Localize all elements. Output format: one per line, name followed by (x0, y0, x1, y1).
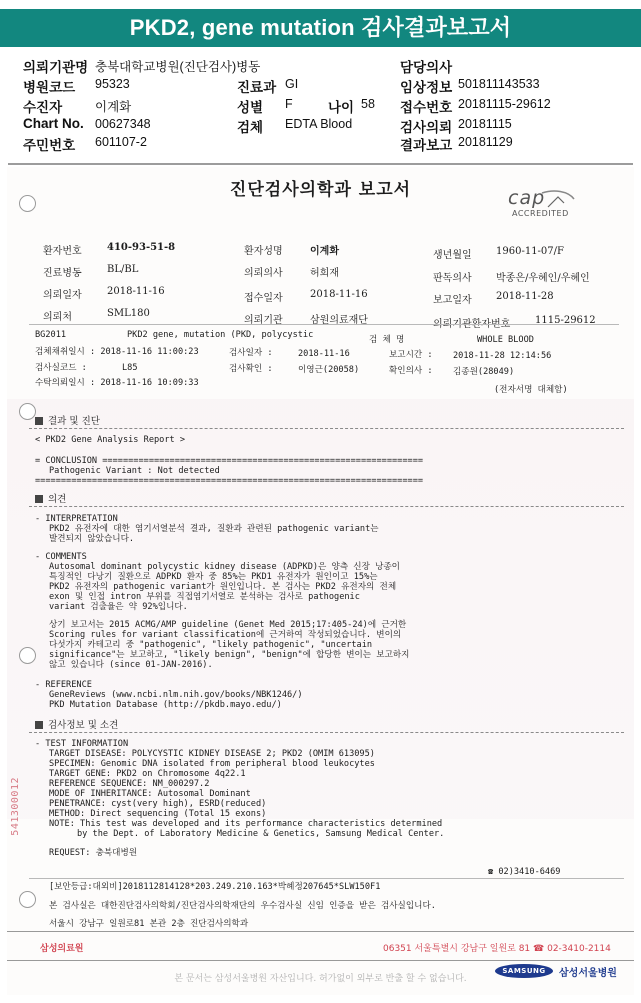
comment-line: variant 검출율은 약 92%입니다. (49, 602, 188, 612)
comments-header: - COMMENTS (35, 552, 87, 562)
comment-line: Scoring rules for variant classification에 근거하여 작성되었습니다. 변이의 (49, 630, 402, 640)
label-age: 나이 (328, 100, 355, 115)
label-confirming-doctor: 확인의사 : (389, 366, 433, 376)
conclusion-end: =========================================================================== (35, 476, 424, 486)
value-receipt-number: 20181115-29612 (458, 97, 551, 111)
test-info-line: PENETRANCE: cyst(very high), ESRD(reduced) (49, 799, 267, 809)
specimen-label: 검 체 명 (369, 335, 405, 345)
comment-line: PKD2 유전자의 pathogenic variant가 원인입니다. 본 검사는 PKD2 유전자의 전체 (49, 582, 397, 592)
comment-line: Autosomal dominant polycystic kidney disease (ADPKD)은 양측 신장 낭종이 (49, 562, 400, 572)
section-test-info: 검사정보 및 소견 (35, 717, 118, 731)
punch-hole (19, 195, 36, 212)
value-birthdate: 1960-11-07/F (496, 246, 564, 257)
value-report-day: 2018-11-28 (496, 291, 554, 302)
comment-line: significance"는 보고하고, "likely benign", "benign"에 합당한 변이는 보고하지 (49, 650, 410, 660)
value-ward: BL/BL (107, 264, 139, 275)
value-reading-doctor: 박종은/우혜인/우혜인 (496, 273, 590, 284)
reference-line: GeneReviews (www.ncbi.nlm.nih.gov/books/NBK1246/) (49, 690, 303, 700)
value-lab-code: L85 (122, 363, 138, 373)
reference-header: - REFERENCE (35, 680, 92, 690)
label-hospital-code: 병원코드 (23, 80, 76, 95)
report-title: PKD2, gene mutation 검사결과보고서 (0, 9, 641, 47)
value-sex: F (285, 97, 293, 111)
value-confirming-doctor: 김종원(28049) (453, 367, 515, 377)
value-referring-institution: 삼원의료재단 (310, 315, 368, 326)
label-request-day: 의뢰일자 (43, 290, 82, 301)
label-resident-number: 주민번호 (23, 138, 76, 153)
lab-phone: ☎ 02)3410-6469 (488, 867, 561, 877)
punch-hole (19, 647, 36, 664)
section-opinion: 의견 (35, 491, 66, 505)
header-info (0, 50, 641, 162)
comment-line: exon 및 인접 intron 부위를 직접염기서열로 분석하는 검사로 pathogenic (49, 592, 360, 602)
test-name: PKD2 gene, mutation (PKD, polycystic (127, 330, 314, 340)
report-name: < PKD2 Gene Analysis Report > (35, 435, 186, 445)
test-info-line: MODE OF INHERITANCE: Autosomal Dominant (49, 789, 251, 799)
label-specimen: 검체 (237, 120, 264, 135)
divider (29, 324, 619, 325)
request-line: REQUEST: 충북대병원 (49, 848, 138, 858)
value-hospital-code: 95323 (95, 77, 130, 91)
divider (29, 506, 624, 507)
bullet-square (35, 417, 43, 425)
value-age: 58 (361, 97, 375, 111)
comment-line: 않고 있습니다 (since 01-JAN-2016). (49, 660, 213, 670)
label-requesting-institution: 의뢰기관명 (23, 60, 89, 75)
value-referrer: SML180 (107, 308, 150, 319)
bullet-square (35, 495, 43, 503)
label-chart-no: Chart No. (23, 116, 84, 131)
section-result: 결과 및 진단 (35, 413, 100, 427)
value-test-confirm: 이영근(20058) (298, 365, 360, 375)
divider (29, 732, 624, 733)
value-receipt-day: 2018-11-16 (310, 289, 368, 300)
collection-datetime: 검체채취일시 : 2018-11-16 11:00:23 (35, 347, 199, 357)
label-referring-doctor: 의뢰의사 (244, 268, 283, 279)
scan-title: 진단검사의학과 보고서 (229, 180, 412, 200)
barcode-number: 541300012 (10, 777, 21, 836)
label-patient-number: 환자번호 (43, 246, 82, 257)
test-info-line: by the Dept. of Laboratory Medicine & Genetics, Samsung Medical Center. (77, 829, 445, 839)
certification-statement: 본 검사실은 대한진단검사의학회/진단검사의학재단의 우수검사실 신임 인증을 받은 검사실입니다. (49, 901, 436, 911)
interpretation-line: 발견되지 않았습니다. (49, 534, 135, 544)
consignment-datetime: 수탁의뢰일시 : 2018-11-16 10:09:33 (35, 378, 199, 388)
label-birthdate: 생년월일 (433, 250, 472, 261)
bullet-square (35, 721, 43, 729)
label-lab-code: 검사실코드 : (35, 363, 87, 373)
test-info-header: - TEST INFORMATION (35, 739, 129, 749)
value-patient-name: 이계화 (310, 246, 339, 257)
label-report-day: 보고일자 (433, 295, 472, 306)
value-resident-number: 601107-2 (95, 135, 147, 149)
samsung-hospital-name: 삼성서울병원 (559, 968, 617, 979)
test-info-line: NOTE: This test was developed and its performance characteristics determined (49, 819, 443, 829)
comment-line: 특징적인 다낭기 질환으로 ADPKD 환자 중 85%는 PKD1 유전자가 원인이고 15%는 (49, 572, 378, 582)
label-referrer: 의뢰처 (43, 312, 72, 323)
label-institution-patient-number: 의뢰기관환자번호 (433, 319, 511, 330)
test-info-line: TARGET GENE: PKD2 on Chromosome 4q22.1 (49, 769, 246, 779)
footer-warning: 본 문서는 삼성서울병원 자산입니다. 허가없이 외부로 반출 할 수 없습니다. (174, 974, 467, 984)
value-report-date: 20181129 (458, 135, 513, 149)
lab-address: 서울시 강남구 일원로81 본관 2층 진단검사의학과 (49, 919, 249, 929)
label-test-date: 검사일자 : (229, 348, 273, 358)
conclusion-header: = CONCLUSION ============================================================== (35, 456, 424, 466)
label-ward: 진료병동 (43, 268, 82, 279)
divider (29, 428, 624, 429)
label-receipt-number: 접수번호 (400, 100, 453, 115)
label-reading-doctor: 판독의사 (433, 273, 472, 284)
comment-line: 다섯가지 카테고리 중 "pathogenic", "likely pathogenic", "uncertain (49, 640, 373, 650)
value-chart-no: 00627348 (95, 117, 151, 131)
value-request-date: 20181115 (458, 117, 512, 131)
reference-line: PKD Mutation Database (http://pkdb.mayo.edu/) (49, 700, 282, 710)
test-code: BG2011 (35, 330, 67, 340)
samsung-logo: SAMSUNG (495, 964, 553, 978)
label-receipt-day: 접수일자 (244, 293, 283, 304)
label-test-confirm: 검사확인 : (229, 364, 273, 374)
punch-hole (19, 403, 36, 420)
value-specimen: EDTA Blood (285, 117, 353, 131)
value-institution-patient-number: 1115-29612 (535, 315, 596, 326)
value-test-date: 2018-11-16 (298, 349, 350, 359)
label-report-time: 보고시간 : (389, 350, 433, 360)
security-level: [보안등급:대외비]2018112814128*203.249.210.163*박혜정207645*SLW150F1 (49, 882, 381, 892)
conclusion-text: Pathogenic Variant : Not detected (49, 466, 220, 476)
interpretation-header: - INTERPRETATION (35, 514, 118, 524)
value-request-day: 2018-11-16 (107, 286, 165, 297)
label-patient: 수진자 (23, 100, 63, 115)
value-clinical-info: 501811143533 (458, 77, 540, 91)
label-patient-name: 환자성명 (244, 246, 283, 257)
value-patient: 이계화 (95, 100, 132, 114)
value-requesting-institution: 충북대학교병원(진단검사)병동 (95, 60, 261, 74)
cap-accredited-text: ACCREDITED (512, 209, 569, 218)
footer-organization: 삼성의료원 (40, 944, 84, 954)
test-info-line: REFERENCE SEQUENCE: NM_000297.2 (49, 779, 210, 789)
divider (29, 878, 624, 879)
label-doctor: 담당의사 (400, 60, 453, 75)
value-department: GI (285, 77, 299, 91)
label-report-date: 결과보고 (400, 138, 453, 153)
label-department: 진료과 (237, 80, 277, 95)
header-divider (8, 163, 633, 165)
value-patient-number: 410-93-51-8 (107, 242, 176, 253)
test-info-line: SPECIMEN: Genomic DNA isolated from peripheral blood leukocytes (49, 759, 375, 769)
label-clinical-info: 임상정보 (400, 80, 453, 95)
label-sex: 성별 (237, 100, 264, 115)
punch-hole (19, 891, 36, 908)
specimen-value: WHOLE BLOOD (477, 335, 534, 345)
electronic-signature-note: (전자서명 대체함) (494, 385, 568, 395)
value-report-time: 2018-11-28 12:14:56 (453, 351, 552, 361)
label-request-date: 검사의뢰 (400, 120, 453, 135)
interpretation-line: PKD2 유전자에 대한 염기서열분석 결과, 질환과 관련된 pathogenic variant는 (49, 524, 379, 534)
label-referring-institution: 의뢰기관 (244, 315, 283, 326)
value-referring-doctor: 허희재 (310, 268, 339, 279)
scanned-report (7, 167, 634, 995)
footer-address: 06351 서울특별시 강남구 일원로 81 ☎ 02-3410-2114 (383, 944, 611, 954)
test-info-line: TARGET DISEASE: POLYCYSTIC KIDNEY DISEASE 2; PKD2 (OMIM 613095) (49, 749, 375, 759)
comment-line: 상기 보고서는 2015 ACMG/AMP guideline (Genet Med 2015;17:405-24)에 근거한 (49, 620, 407, 630)
cap-logo-text: cap (508, 187, 546, 209)
test-info-line: METHOD: Direct sequencing (Total 15 exons) (49, 809, 267, 819)
